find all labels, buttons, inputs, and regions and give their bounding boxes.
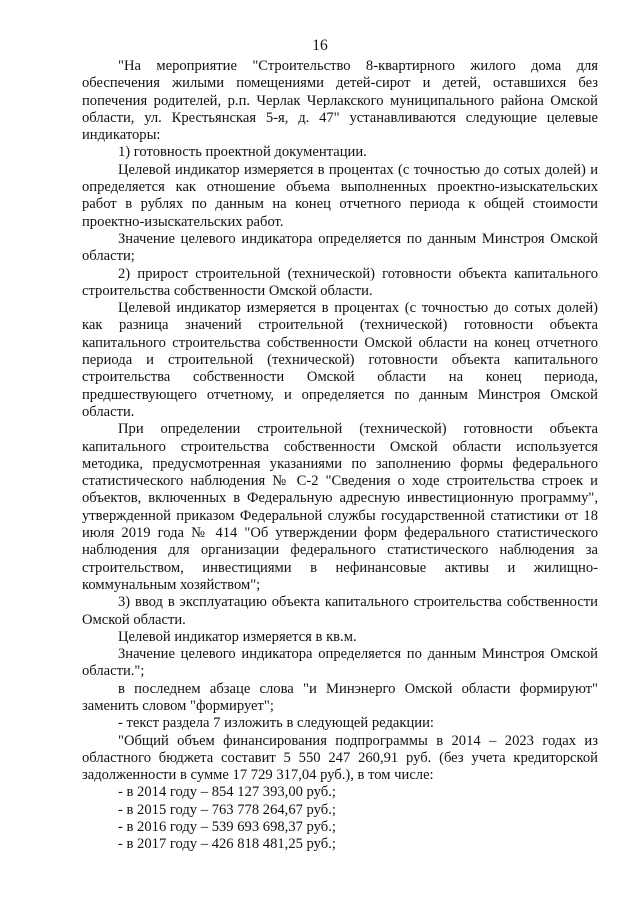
paragraph: 1) готовность проектной документации. — [118, 144, 367, 161]
paragraph: "На мероприятие "Строительство 8-квартирного жилого дома для обеспечения жилыми помещениями детей-сирот и детей, оставшихся без попечения родителей, р.п. Черлак Черлакского муниципального района Омской области, ул. Крестьянская 5-я, д. 47" устанавливаются следующие целевые индикаторы: — [82, 58, 598, 144]
paragraph: Целевой индикатор измеряется в процентах (с точностью до сотых долей) как разница значений строительной (технической) готовности объекта капитального строительства собственности Омской области на конец отчетного периода и строительной (технической) готовности объекта капитального строительства собственности Омской области на конец периода, предшествующего отчетному, и определяется по данным Минстроя Омской области. — [82, 300, 598, 420]
paragraph: 3) ввод в эксплуатацию объекта капитального строительства собственности Омской области. — [82, 594, 598, 628]
list-item: - в 2014 году – 854 127 393,00 руб.; — [118, 784, 336, 801]
paragraph: в последнем абзаце слова "и Минэнерго Омской области формируют" заменить словом "формирует"; — [82, 680, 598, 714]
paragraph: Значение целевого индикатора определяется по данным Минстроя Омской области; — [82, 230, 598, 265]
paragraph: Целевой индикатор измеряется в процентах (с точностью до сотых долей) и определяется как отношение объема выполненных проектно-изыскательских работ в рублях по данным на конец отчетного периода к общей стоимости проектно-изыскательских работ. — [82, 161, 598, 230]
paragraph: Значение целевого индикатора определяется по данным Минстроя Омской области."; — [82, 646, 598, 680]
list-item: - в 2017 году – 426 818 481,25 руб.; — [118, 836, 336, 853]
list-item: - в 2016 году – 539 693 698,37 руб.; — [118, 819, 336, 836]
list-item: - в 2015 году – 763 778 264,67 руб.; — [118, 801, 336, 818]
paragraph: 2) прирост строительной (технической) готовности объекта капитального строительства собственности Омской области. — [82, 265, 598, 299]
paragraph: При определении строительной (технической) готовности объекта капитального строительства собственности Омской области используется методика, предусмотренная указаниями по заполнению формы федерального статистического наблюдения № С-2 "Сведения о ходе строительства строек и объектов, включенных в Федеральную адресную инвестиционную программу", утвержденной приказом Федеральной службы государственной статистики от 18 июля 2019 года № 414 "Об утверждении форм федерального статистического наблюдения для организации федерального статистического наблюдения за строительством, инвестициями в нефинансовые активы и жилищно-коммунальным хозяйством"; — [82, 421, 598, 593]
page-number: 16 — [312, 37, 328, 54]
document-body — [82, 58, 598, 854]
paragraph: - текст раздела 7 изложить в следующей редакции: — [118, 715, 434, 732]
paragraph: Целевой индикатор измеряется в кв.м. — [118, 628, 357, 645]
paragraph: "Общий объем финансирования подпрограммы в 2014 – 2023 годах из областного бюджета составит 5 550 247 260,91 руб. (без учета кредиторской задолженности в сумме 17 729 317,04 руб.), в том числе: — [82, 732, 598, 784]
